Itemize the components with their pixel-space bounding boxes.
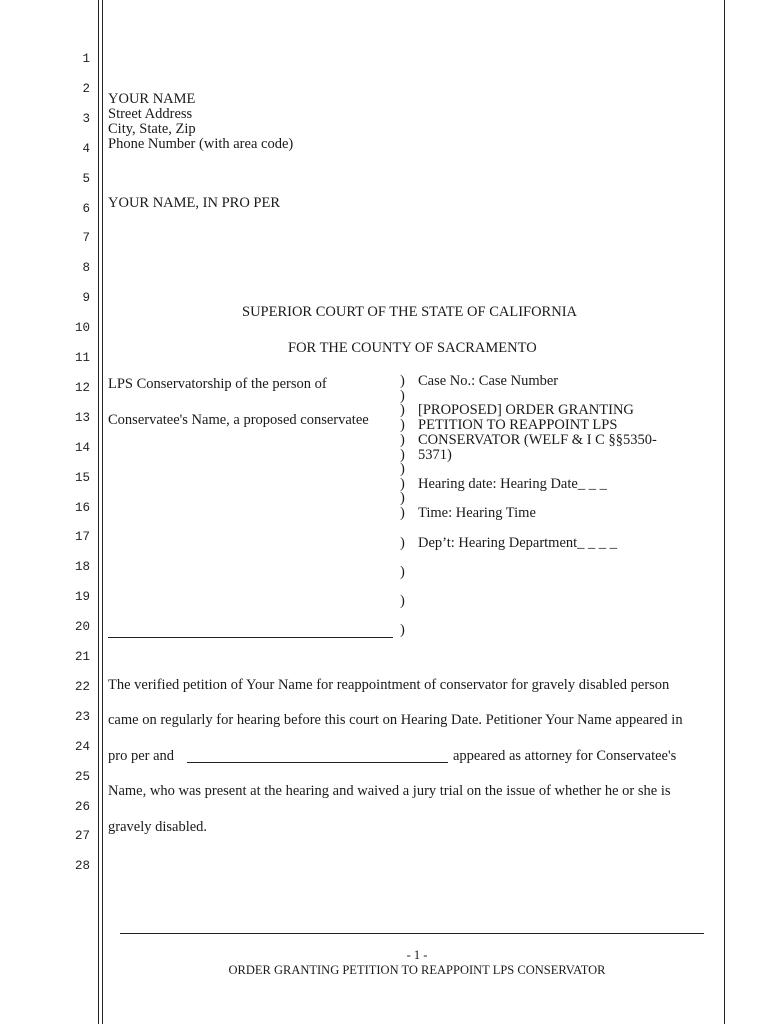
line-number: 14 bbox=[74, 440, 90, 455]
body-line-1: The verified petition of Your Name for reappointment of conservator for gravely disabled person bbox=[108, 677, 670, 693]
line-number: 19 bbox=[74, 590, 90, 605]
filer-city: City, State, Zip bbox=[108, 121, 196, 137]
hearing-time: Time: Hearing Time bbox=[418, 505, 536, 521]
pro-per-line: YOUR NAME, IN PRO PER bbox=[108, 195, 281, 211]
conservatee-label: Conservatee's Name, a proposed conservatee bbox=[108, 412, 369, 428]
caption-underline bbox=[108, 637, 393, 638]
caption-paren: ) bbox=[400, 535, 405, 551]
body-line-2: came on regularly for hearing before this court on Hearing Date. Petitioner Your Name appeared in bbox=[108, 712, 683, 728]
court-title: SUPERIOR COURT OF THE STATE OF CALIFORNIA bbox=[242, 304, 578, 320]
line-number: 12 bbox=[74, 380, 90, 395]
caption-paren: ) bbox=[400, 402, 405, 418]
caption-paren: ) bbox=[400, 622, 405, 638]
filer-street: Street Address bbox=[108, 106, 193, 122]
line-number: 17 bbox=[74, 530, 90, 545]
attorney-name-blank bbox=[187, 762, 448, 763]
line-number: 25 bbox=[74, 769, 90, 784]
line-number: 3 bbox=[82, 111, 90, 126]
line-number: 21 bbox=[74, 650, 90, 664]
line-number: 16 bbox=[74, 500, 90, 515]
line-number: 1 bbox=[82, 52, 90, 66]
caption-paren: ) bbox=[400, 564, 405, 580]
body-line-3b: appeared as attorney for Conservatee's bbox=[453, 748, 677, 764]
line-number: 13 bbox=[74, 410, 90, 425]
caption-paren: ) bbox=[400, 388, 405, 404]
line-number: 10 bbox=[74, 321, 90, 336]
filer-phone: Phone Number (with area code) bbox=[108, 136, 294, 152]
caption-paren: ) bbox=[400, 447, 405, 463]
line-number: 15 bbox=[74, 470, 90, 485]
caption-paren: ) bbox=[400, 432, 405, 448]
left-margin-rule-1 bbox=[98, 0, 99, 1024]
line-number: 20 bbox=[74, 620, 90, 635]
line-number: 22 bbox=[74, 679, 90, 694]
caption-paren: ) bbox=[400, 490, 405, 506]
line-number: 18 bbox=[74, 560, 90, 575]
right-margin-rule bbox=[724, 0, 725, 1024]
filer-name: YOUR NAME bbox=[108, 91, 196, 107]
matter-label: LPS Conservatorship of the person of bbox=[108, 376, 327, 392]
line-number: 9 bbox=[82, 291, 90, 306]
line-number: 28 bbox=[74, 859, 90, 874]
line-number: 6 bbox=[82, 201, 90, 216]
body-line-3a: pro per and bbox=[108, 748, 175, 764]
line-number: 5 bbox=[82, 171, 90, 186]
line-number: 26 bbox=[74, 799, 90, 814]
order-title-line-1: [PROPOSED] ORDER GRANTING bbox=[418, 402, 634, 418]
court-county: FOR THE COUNTY OF SACRAMENTO bbox=[288, 340, 537, 356]
body-line-4: Name, who was present at the hearing and waived a jury trial on the issue of whether he or she is bbox=[108, 783, 671, 799]
footer-rule bbox=[120, 933, 704, 934]
line-number: 7 bbox=[82, 231, 90, 246]
caption-paren: ) bbox=[400, 373, 405, 389]
order-title-line-2: PETITION TO REAPPOINT LPS bbox=[418, 417, 618, 433]
hearing-date: Hearing date: Hearing Date_ _ _ bbox=[418, 476, 607, 492]
caption-paren: ) bbox=[400, 417, 405, 433]
left-margin-rule-2 bbox=[102, 0, 103, 1024]
hearing-department: Dep’t: Hearing Department_ _ _ _ bbox=[418, 535, 618, 551]
caption-paren: ) bbox=[400, 461, 405, 477]
line-number: 23 bbox=[74, 709, 90, 724]
order-title-line-4: 5371) bbox=[418, 447, 452, 463]
line-number: 11 bbox=[74, 351, 90, 365]
line-number: 2 bbox=[82, 81, 90, 96]
footer-title: ORDER GRANTING PETITION TO REAPPOINT LPS CONSERVATOR bbox=[228, 963, 606, 977]
line-number: 4 bbox=[82, 141, 90, 156]
order-title-line-3: CONSERVATOR (WELF & I C §§5350- bbox=[418, 432, 657, 448]
line-number: 8 bbox=[82, 261, 90, 276]
caption-paren: ) bbox=[400, 505, 405, 521]
caption-paren: ) bbox=[400, 593, 405, 609]
case-number: Case No.: Case Number bbox=[418, 373, 559, 389]
line-number: 27 bbox=[74, 829, 90, 844]
caption-paren: ) bbox=[400, 476, 405, 492]
page-number: - 1 - bbox=[406, 948, 428, 962]
line-number: 24 bbox=[74, 739, 90, 754]
body-line-5: gravely disabled. bbox=[108, 819, 208, 835]
